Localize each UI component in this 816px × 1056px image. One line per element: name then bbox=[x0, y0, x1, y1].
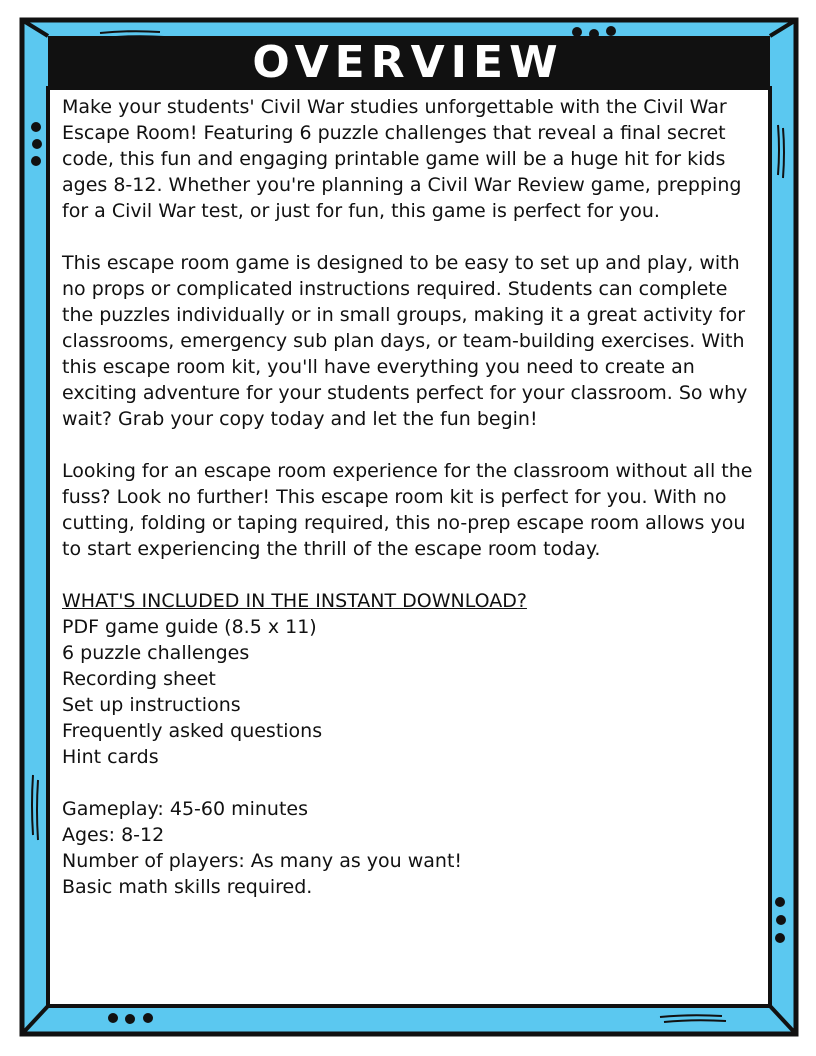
list-item: Frequently asked questions bbox=[62, 720, 323, 742]
list-item: 6 puzzle challenges bbox=[62, 642, 250, 664]
page-title: OVERVIEW bbox=[252, 36, 564, 88]
included-list bbox=[62, 614, 762, 770]
game-details bbox=[62, 796, 762, 900]
paragraph-setup: This escape room game is designed to be easy to set up and play, with no props or complicated instructions required. Students can complete the puzzles individually or in small groups, making it a great activity for classrooms, emergency sub plan days, or team-building exercises. With this escape room kit, you'll have everything you need to create an exciting adventure for your students perfect for your classroom. So why wait? Grab your copy today and let the fun begin! bbox=[62, 252, 748, 430]
list-item: Recording sheet bbox=[62, 668, 216, 690]
list-item: Set up instructions bbox=[62, 694, 241, 716]
list-item: Hint cards bbox=[62, 746, 159, 768]
overview-content bbox=[62, 94, 762, 900]
detail-gameplay: Gameplay: 45-60 minutes bbox=[62, 798, 309, 820]
detail-skills: Basic math skills required. bbox=[62, 876, 313, 898]
included-heading: WHAT'S INCLUDED IN THE INSTANT DOWNLOAD? bbox=[62, 590, 527, 612]
list-item: PDF game guide (8.5 x 11) bbox=[62, 616, 317, 638]
paragraph-intro: Make your students' Civil War studies unforgettable with the Civil War Escape Room! Featuring 6 puzzle challenges that reveal a final secret code, this fun and engaging printable game will be a huge hit for kids ages 8-12. Whether you're planning a Civil War Review game, prepping for a Civil War test, or just for fun, this game is perfect for you. bbox=[62, 96, 742, 222]
paragraph-no-prep: Looking for an escape room experience for the classroom without all the fuss? Look no further! This escape room kit is perfect for you. With no cutting, folding or taping required, this no-prep escape room allows you to start experiencing the thrill of the escape room today. bbox=[62, 460, 753, 560]
detail-players: Number of players: As many as you want! bbox=[62, 850, 463, 872]
detail-ages: Ages: 8-12 bbox=[62, 824, 165, 846]
